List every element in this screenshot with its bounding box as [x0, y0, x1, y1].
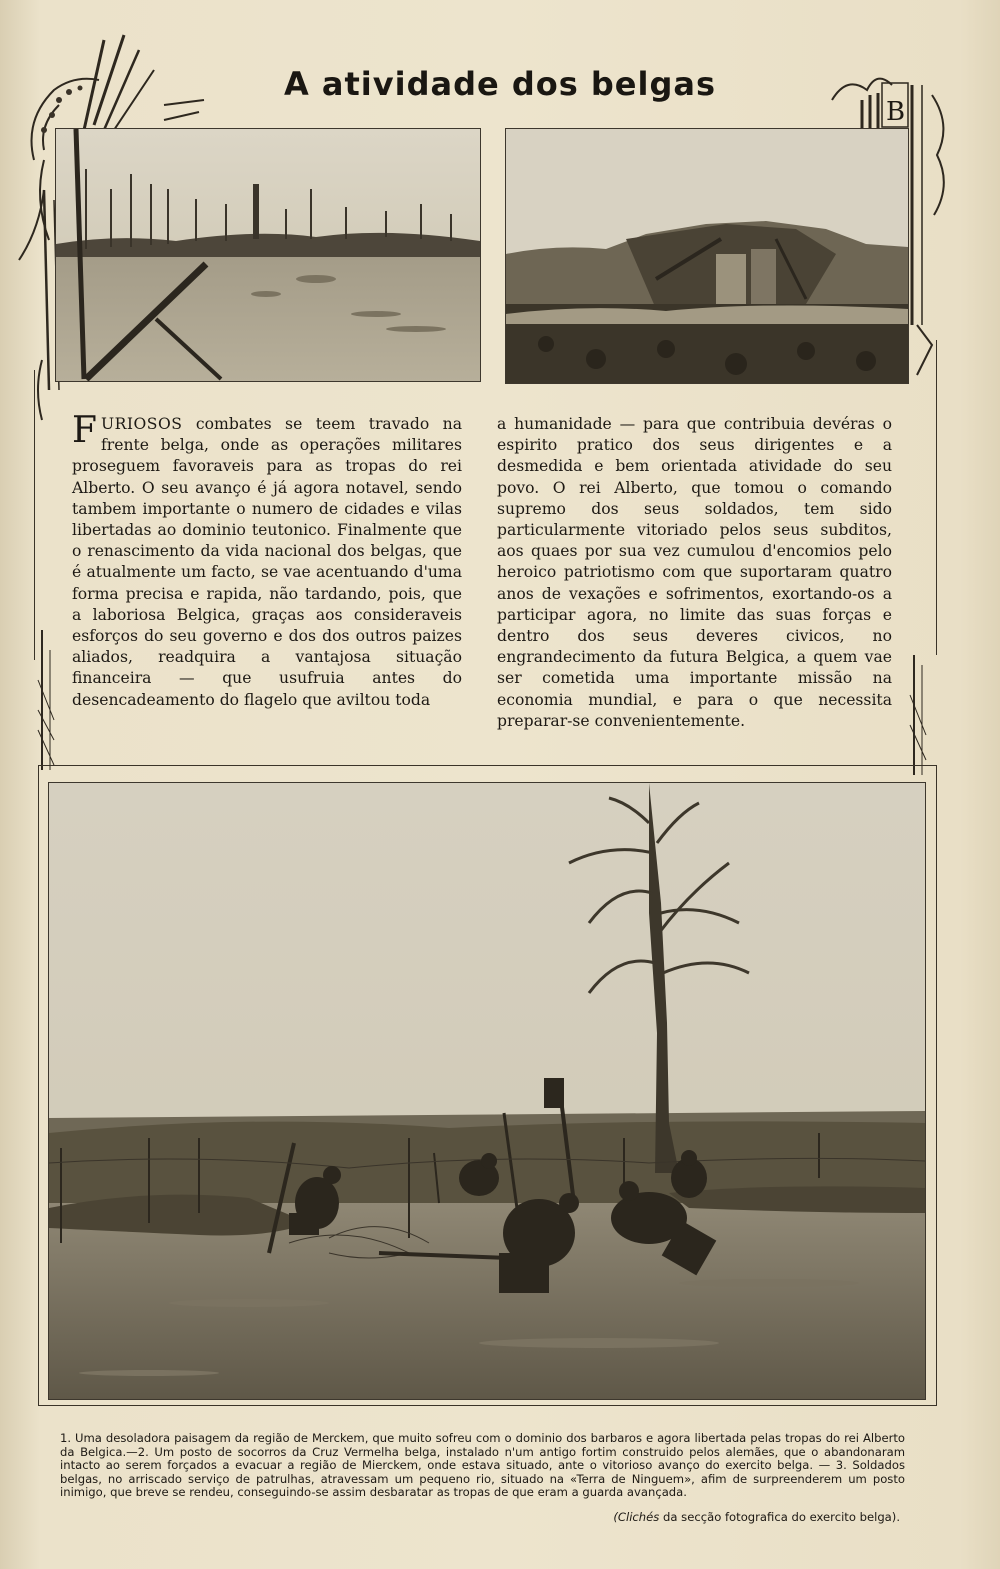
photo-flooded-landscape [55, 128, 481, 382]
article-text-col2: a humanidade — para que contribuia devéras o espirito pratico dos seus dirigentes e a desmedida e bem orientada atividade do seu povo. O rei Alberto, que tomou o comando supremo dos seus soldados, tem sido particularmente vitoriado pelos seus subditos, aos quaes por sua vez cumulou d'encomios pelo heroico patriotismo com que suportaram quatro anos de vexações e sofrimentos, exortando-os a participar agora, no limite das suas forças e dentro dos seus deveres civicos, no engrandecimento da futura Belgica, a quem vae ser cometida uma importante missão na economia mundial, e para o que necessita preparar-se convenientemente. [497, 415, 892, 730]
bottom-frame-left [38, 765, 39, 1405]
bottom-frame-bottom [38, 1405, 937, 1406]
bottom-frame-right [936, 765, 937, 1405]
lead-word: URIOSOS [100, 415, 183, 433]
article-column-1 [72, 410, 462, 711]
credit-text: da secção fotografica do exercito belga). [659, 1510, 900, 1524]
article-column-2 [497, 414, 892, 732]
credit-italic: (Clichés [613, 1510, 660, 1524]
ornament-letter: B [886, 97, 906, 127]
drop-cap: F [72, 410, 97, 451]
photo-soldiers-crossing-river [48, 782, 926, 1400]
photo-caption: 1. Uma desoladora paisagem da região de Merckem, que muito sofreu com o dominio dos barbaros e agora libertada pelas tropas do rei Alberto da Belgica.—2. Um posto de socorros da Cruz Vermelha belga, instalado n'um antigo fortim construido pelos alemães, que o abandonaram intacto ao serem forçados a evacuar a região de Mierckem, onde estava situado, ante o vitorioso avanço do exercito belga. — 3. Soldados belgas, no arriscado serviço de patrulhas, atravessam um pequeno rio, situado na «Terra de Ninguem», afim de surpreenderem um posto inimigo, que breve se rendeu, conseguindo-se assim desbaratar as tropas de que eram a guarda avançada. [60, 1431, 905, 1500]
photo-credit [460, 1510, 900, 1524]
page-title: A atividade dos belgas [283, 65, 717, 104]
frame-left [34, 370, 35, 660]
frame-right [936, 340, 937, 655]
article-text-col1: combates se teem travado na frente belga, onde as operações militares proseguem favoraveis para as tropas do rei Alberto. O seu avanço é já agora notavel, sendo tambem importante o numero de cidades e vilas libertadas ao dominio teutonico. Finalmente que o renascimento da vida nacional dos belgas, que é atualmente um facto, se vae acentuando d'uma forma precisa e rapida, não tardando, pois, que a laboriosa Belgica, graças aos consideraveis esforços do seu governo e dos dos outros paizes aliados, readquira a vantajosa situação financeira — que usufruia antes do desencadeamento do flagelo que aviltou toda [72, 415, 462, 709]
bottom-frame-top [38, 765, 937, 766]
photo-fortification [505, 128, 909, 384]
